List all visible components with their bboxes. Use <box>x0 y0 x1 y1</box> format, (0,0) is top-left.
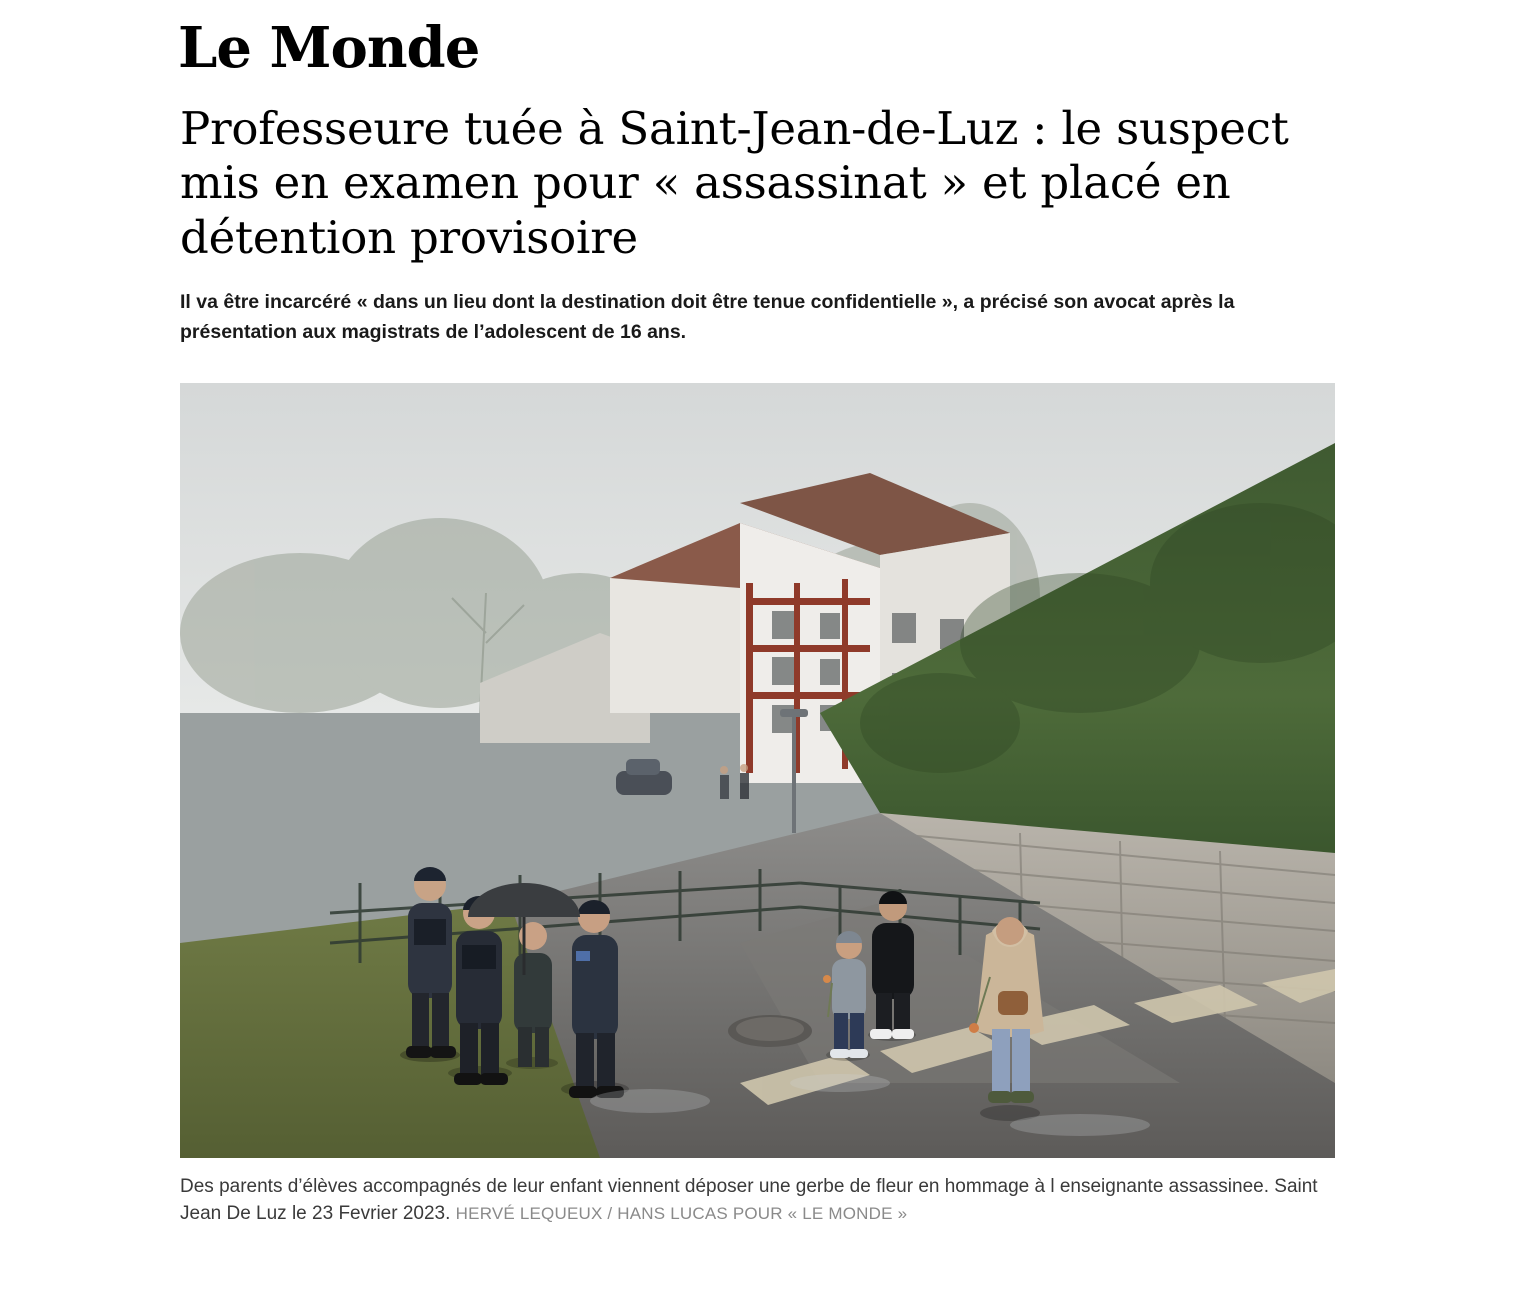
article-standfirst: Il va être incarcéré « dans un lieu dont la destination doit être tenue confidentielle », a précisé son avocat après la présentation aux magistrats de l’adolescent de 16 ans. <box>180 291 1235 343</box>
article-body <box>0 102 1520 1228</box>
page-title: Professeure tuée à Saint-Jean-de-Luz : le suspect mis en examen pour « assassinat » et placé en détention provisoire <box>180 101 1289 265</box>
article-figure <box>180 383 1335 1228</box>
le-monde-logo[interactable]: Le Monde <box>178 15 480 81</box>
figure-credit: HERVÉ LEQUEUX / HANS LUCAS POUR « LE MONDE » <box>455 1203 908 1223</box>
article-photo <box>180 383 1335 1158</box>
masthead <box>0 0 1520 80</box>
figure-caption <box>180 1174 1325 1228</box>
figure-caption-text: Des parents d’élèves accompagnés de leur enfant viennent déposer une gerbe de fleur en hommage à l enseignante assassinee. Saint Jean De Luz le 23 Fevrier 2023. <box>180 1175 1318 1224</box>
photo-illustration <box>180 383 1335 1158</box>
